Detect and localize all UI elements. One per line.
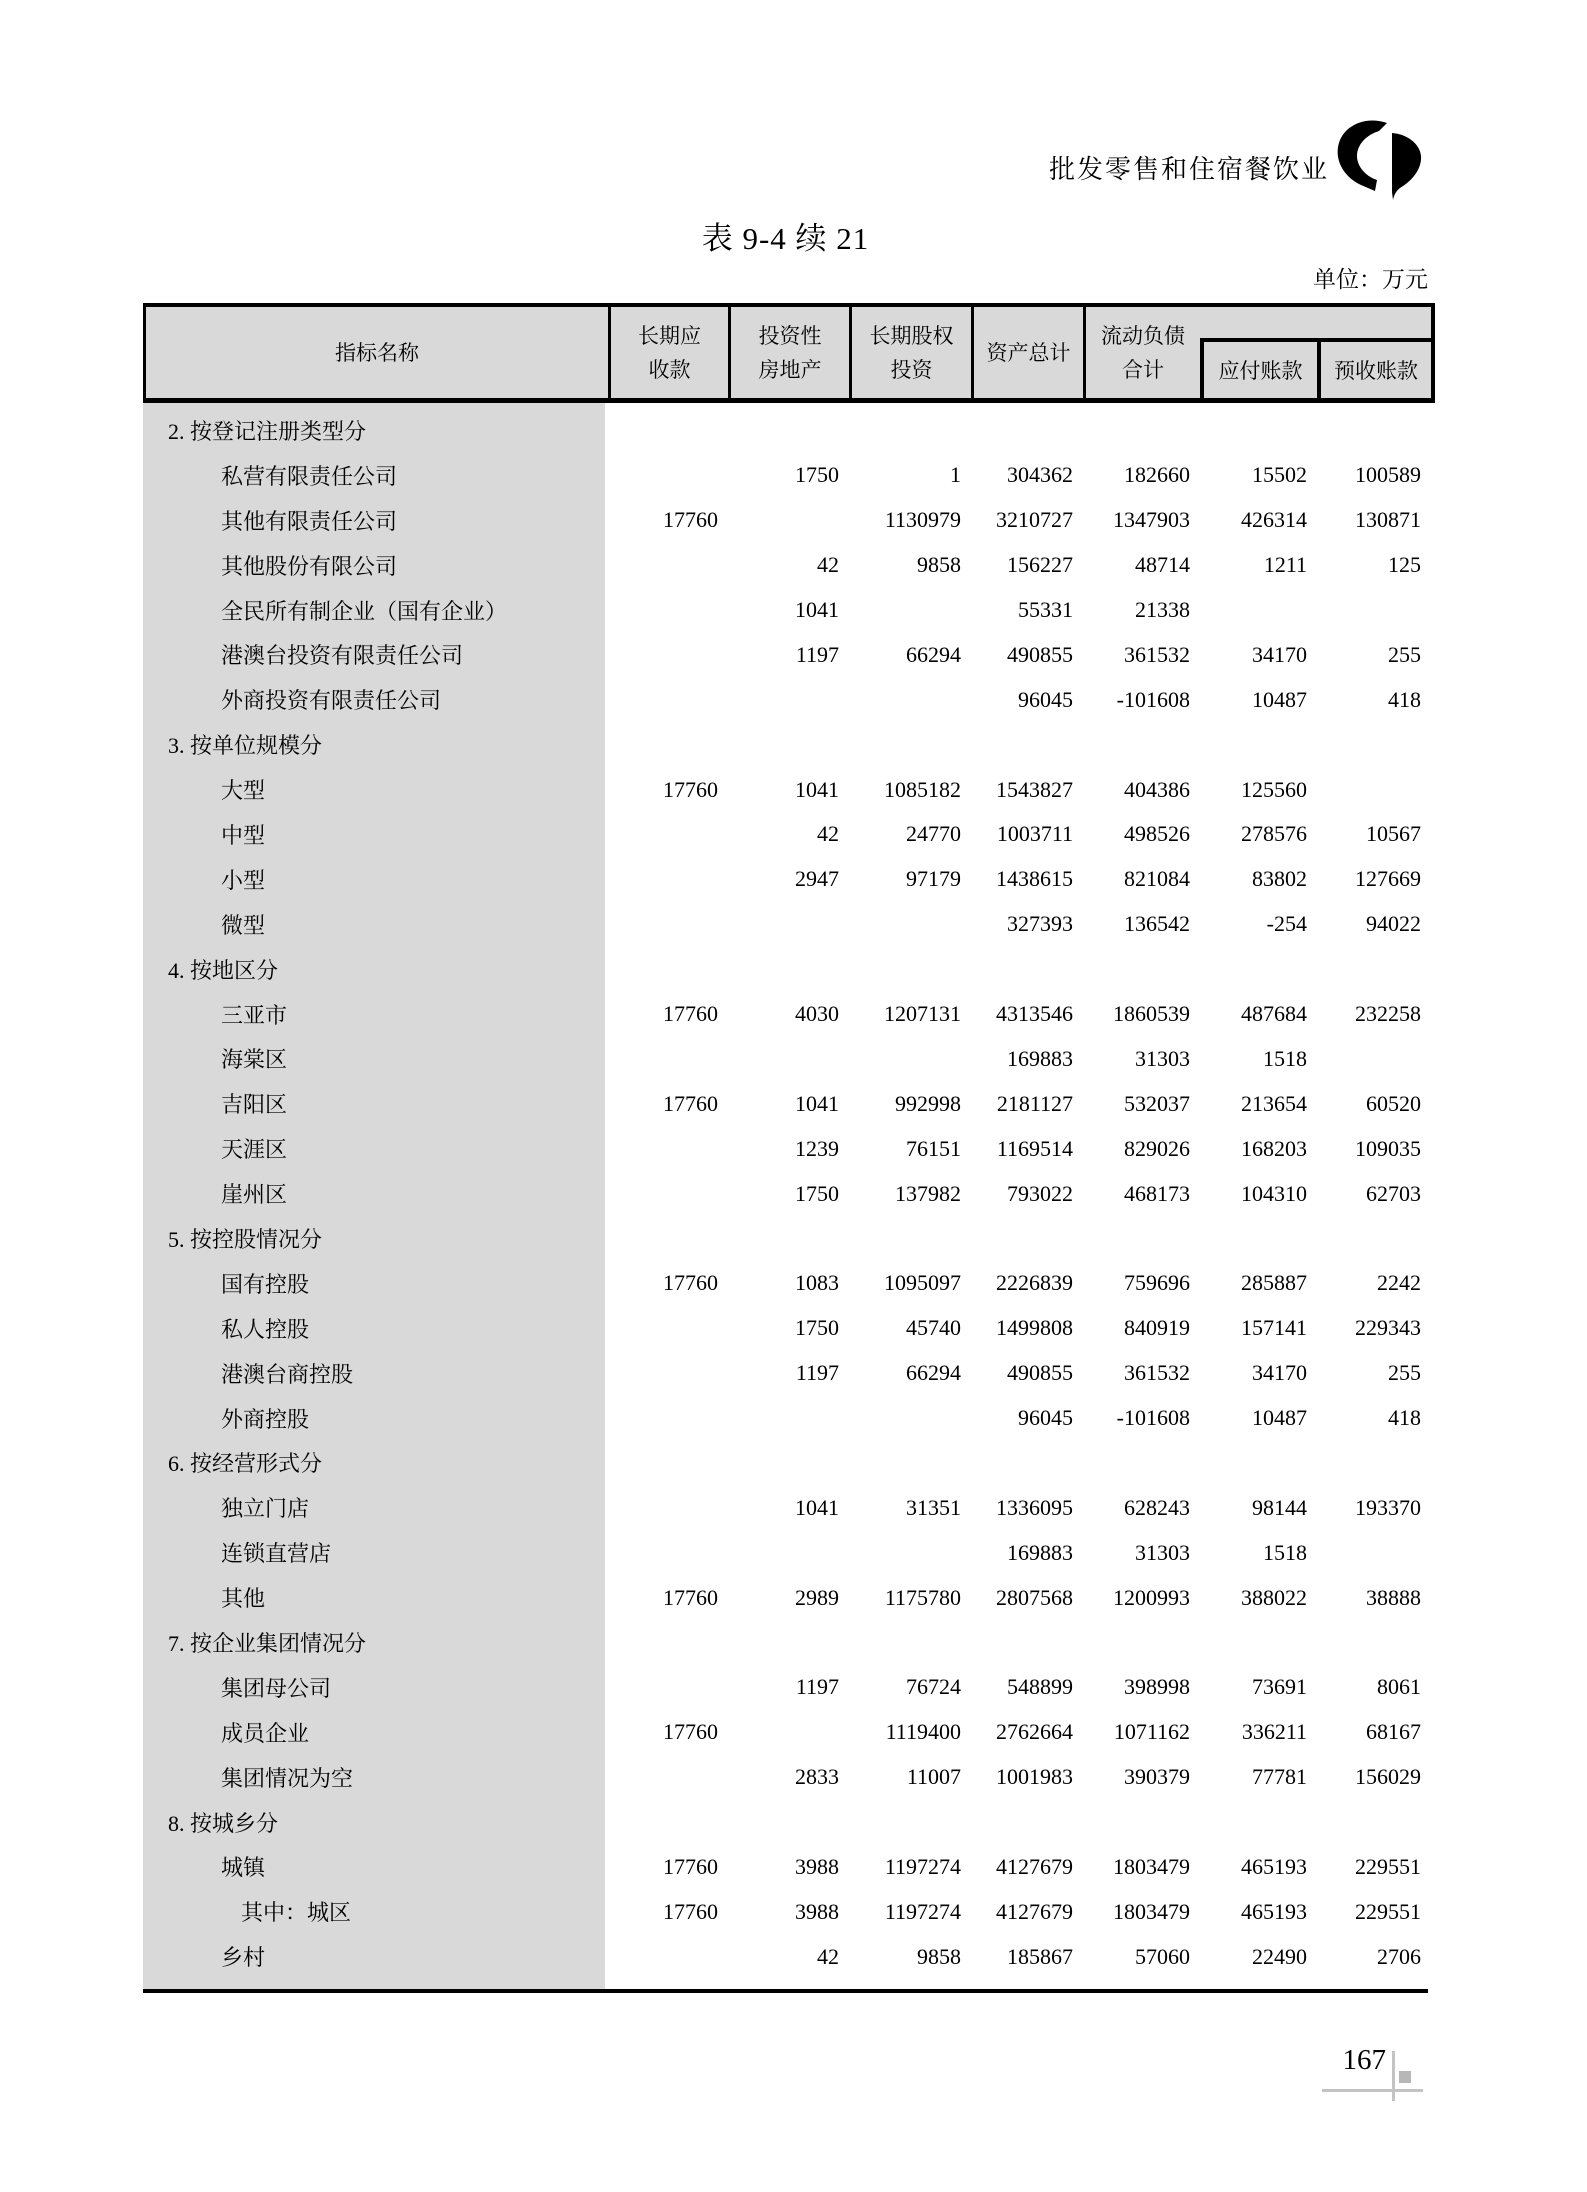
cell-total-assets: 1169514 xyxy=(996,1135,1073,1161)
cell-total-assets: 304362 xyxy=(1007,462,1073,488)
cell-total-assets: 490855 xyxy=(1007,1360,1073,1386)
cell-long-term-equity-investment: 1085182 xyxy=(884,776,961,802)
footer-rule-horizontal xyxy=(1322,2089,1423,2092)
column-header-long-term-equity-investment xyxy=(849,307,971,398)
row-label: 连锁直营店 xyxy=(221,1541,332,1567)
cell-advance-receipts: 2242 xyxy=(1377,1270,1421,1296)
row-label: 6. 按经营形式分 xyxy=(168,1451,323,1477)
cell-current-liabilities-total: 498526 xyxy=(1124,821,1190,847)
cell-long-term-equity-investment: 1197274 xyxy=(884,1853,961,1879)
cell-advance-receipts: 109035 xyxy=(1355,1135,1421,1161)
footer-square-ornament xyxy=(1399,2071,1411,2083)
row-label: 大型 xyxy=(221,778,266,804)
cell-current-liabilities-total: 1347903 xyxy=(1113,507,1190,533)
row-label: 国有控股 xyxy=(221,1271,310,1297)
cell-current-liabilities-total: 390379 xyxy=(1124,1764,1190,1790)
cell-investment-property: 1750 xyxy=(795,1180,839,1206)
cell-accounts-payable: 465193 xyxy=(1241,1898,1307,1924)
column-header-label: 投资性 xyxy=(758,323,822,348)
row-label: 其中：城区 xyxy=(241,1900,352,1926)
cell-investment-property: 1041 xyxy=(795,776,839,802)
cell-total-assets: 156227 xyxy=(1007,552,1073,578)
cell-advance-receipts: 100589 xyxy=(1355,462,1421,488)
column-header-current-liabilities-total xyxy=(1083,307,1200,398)
table-row xyxy=(143,1036,1428,1081)
cell-accounts-payable: 285887 xyxy=(1241,1270,1307,1296)
cell-investment-property: 42 xyxy=(817,552,839,578)
cell-current-liabilities-total: 532037 xyxy=(1124,1090,1190,1116)
column-header-advance-receipts xyxy=(1317,338,1431,398)
cell-total-assets: 169883 xyxy=(1007,1539,1073,1565)
table-row xyxy=(143,1171,1428,1216)
cell-long-term-equity-investment: 66294 xyxy=(906,641,961,667)
cell-current-liabilities-total: 840919 xyxy=(1124,1315,1190,1341)
cell-accounts-payable: 104310 xyxy=(1241,1180,1307,1206)
row-label: 城镇 xyxy=(221,1855,266,1881)
cell-advance-receipts: 62703 xyxy=(1366,1180,1421,1206)
cell-investment-property: 1041 xyxy=(795,1494,839,1520)
cell-total-assets: 55331 xyxy=(1018,597,1073,622)
column-header-label: 投资 xyxy=(890,357,933,382)
cell-long-term-equity-investment: 1197274 xyxy=(884,1898,961,1924)
cell-advance-receipts: 125 xyxy=(1388,552,1421,578)
column-header-long-term-receivables xyxy=(608,307,728,398)
cell-current-liabilities-total: -101608 xyxy=(1116,686,1190,712)
cell-long-term-equity-investment: 66294 xyxy=(906,1360,961,1386)
cell-current-liabilities-total: 1803479 xyxy=(1113,1853,1190,1879)
table-row xyxy=(143,1306,1428,1351)
cell-accounts-payable: 168203 xyxy=(1241,1135,1307,1161)
cell-accounts-payable: 1518 xyxy=(1263,1539,1307,1565)
cell-advance-receipts: 38888 xyxy=(1366,1584,1421,1610)
cell-advance-receipts: 229343 xyxy=(1355,1315,1421,1341)
cell-current-liabilities-total: 404386 xyxy=(1124,776,1190,802)
row-label: 私营有限责任公司 xyxy=(221,463,398,489)
cell-current-liabilities-total: 57060 xyxy=(1135,1943,1190,1969)
column-header-total-assets xyxy=(971,307,1083,398)
table-row xyxy=(143,1081,1428,1126)
table-row xyxy=(143,1755,1428,1800)
cell-long-term-receivables: 17760 xyxy=(663,1898,718,1924)
cell-total-assets: 1499808 xyxy=(996,1315,1073,1341)
cell-accounts-payable: 336211 xyxy=(1241,1719,1307,1745)
cell-long-term-receivables: 17760 xyxy=(663,1853,718,1879)
row-label: 其他股份有限公司 xyxy=(221,553,398,579)
cell-long-term-equity-investment: 992998 xyxy=(895,1090,961,1116)
cell-total-assets: 2181127 xyxy=(996,1090,1073,1116)
cell-total-assets: 2226839 xyxy=(996,1270,1073,1296)
cell-total-assets: 490855 xyxy=(1007,641,1073,667)
cell-current-liabilities-total: 361532 xyxy=(1124,1360,1190,1386)
cell-current-liabilities-total: 829026 xyxy=(1124,1135,1190,1161)
cell-investment-property: 1041 xyxy=(795,597,839,622)
row-label: 港澳台投资有限责任公司 xyxy=(221,643,464,669)
column-header-label: 收款 xyxy=(648,357,691,382)
cell-advance-receipts: 156029 xyxy=(1355,1764,1421,1790)
cell-total-assets: 548899 xyxy=(1007,1674,1073,1700)
cell-current-liabilities-total: 1200993 xyxy=(1113,1584,1190,1610)
cell-current-liabilities-total: 136542 xyxy=(1124,911,1190,937)
cell-accounts-payable: 77781 xyxy=(1252,1764,1307,1790)
cell-advance-receipts: 2706 xyxy=(1377,1943,1421,1969)
cell-investment-property: 1750 xyxy=(795,1315,839,1341)
table-row xyxy=(143,1620,1428,1665)
table-row xyxy=(143,857,1428,902)
cell-current-liabilities-total: 628243 xyxy=(1124,1494,1190,1520)
unit-label: 单位：万元 xyxy=(1313,267,1428,292)
cell-accounts-payable: 10487 xyxy=(1252,1405,1307,1431)
row-label: 8. 按城乡分 xyxy=(168,1810,279,1836)
cell-advance-receipts: 10567 xyxy=(1366,821,1421,847)
column-header-label: 长期股权 xyxy=(869,323,954,348)
statistics-table xyxy=(143,303,1428,1993)
column-header-investment-property xyxy=(728,307,849,398)
cell-advance-receipts: 130871 xyxy=(1355,507,1421,533)
row-label: 集团情况为空 xyxy=(221,1765,354,1791)
cell-total-assets: 169883 xyxy=(1007,1045,1073,1071)
cell-advance-receipts: 68167 xyxy=(1366,1719,1421,1745)
cell-advance-receipts: 127669 xyxy=(1355,866,1421,892)
cell-accounts-payable: 157141 xyxy=(1241,1315,1307,1341)
cell-current-liabilities-total: 821084 xyxy=(1124,866,1190,892)
cell-current-liabilities-total: 48714 xyxy=(1135,552,1190,578)
row-label: 私人控股 xyxy=(221,1316,310,1342)
table-row xyxy=(143,1396,1428,1441)
cell-accounts-payable: 34170 xyxy=(1252,641,1307,667)
cell-long-term-equity-investment: 137982 xyxy=(895,1180,961,1206)
cell-long-term-receivables: 17760 xyxy=(663,1270,718,1296)
cell-current-liabilities-total: 1803479 xyxy=(1113,1898,1190,1924)
table-row xyxy=(143,767,1428,812)
cell-total-assets: 96045 xyxy=(1018,1405,1073,1431)
table-row xyxy=(143,1934,1428,1979)
table-body xyxy=(143,403,1428,1993)
table-row xyxy=(143,947,1428,992)
row-label: 海棠区 xyxy=(221,1047,288,1073)
cell-accounts-payable: 426314 xyxy=(1241,507,1307,533)
table-row xyxy=(143,1845,1428,1890)
cell-accounts-payable: 83802 xyxy=(1252,866,1307,892)
cell-long-term-receivables: 17760 xyxy=(663,1001,718,1027)
column-header-indicator xyxy=(146,307,608,398)
table-row xyxy=(143,1126,1428,1171)
cell-advance-receipts: 94022 xyxy=(1366,911,1421,937)
row-label: 集团母公司 xyxy=(221,1675,332,1701)
cell-accounts-payable: 73691 xyxy=(1252,1674,1307,1700)
cell-total-assets: 1438615 xyxy=(996,866,1073,892)
cell-advance-receipts: 193370 xyxy=(1355,1494,1421,1520)
row-label: 其他有限责任公司 xyxy=(221,508,398,534)
cell-accounts-payable: 1211 xyxy=(1263,552,1307,578)
table-row xyxy=(143,1575,1428,1620)
cell-long-term-equity-investment: 76724 xyxy=(906,1674,961,1700)
cell-long-term-equity-investment: 1095097 xyxy=(884,1270,961,1296)
cell-advance-receipts: 418 xyxy=(1388,686,1421,712)
cell-long-term-equity-investment: 1119400 xyxy=(885,1719,961,1745)
cell-accounts-payable: 10487 xyxy=(1252,686,1307,712)
cell-investment-property: 1239 xyxy=(795,1135,839,1161)
row-label: 4. 按地区分 xyxy=(168,957,279,983)
cell-total-assets: 1003711 xyxy=(996,821,1073,847)
cell-total-assets: 4127679 xyxy=(996,1853,1073,1879)
cell-total-assets: 96045 xyxy=(1018,686,1073,712)
cell-total-assets: 793022 xyxy=(1007,1180,1073,1206)
cell-investment-property: 2833 xyxy=(795,1764,839,1790)
table-row xyxy=(143,1530,1428,1575)
cell-advance-receipts: 255 xyxy=(1388,641,1421,667)
cell-total-assets: 3210727 xyxy=(996,507,1073,533)
cell-current-liabilities-total: 21338 xyxy=(1135,597,1190,622)
cell-investment-property: 1197 xyxy=(795,1674,839,1700)
table-row xyxy=(143,902,1428,947)
row-label: 3. 按单位规模分 xyxy=(168,733,323,759)
row-label: 其他 xyxy=(221,1586,266,1612)
column-header-label: 预收账款 xyxy=(1334,359,1418,383)
cell-long-term-equity-investment: 76151 xyxy=(906,1135,961,1161)
cell-accounts-payable: 465193 xyxy=(1241,1853,1307,1879)
cell-advance-receipts: 255 xyxy=(1388,1360,1421,1386)
cell-investment-property: 42 xyxy=(817,1943,839,1969)
cell-long-term-receivables: 17760 xyxy=(663,1584,718,1610)
cell-advance-receipts: 229551 xyxy=(1355,1853,1421,1879)
cell-total-assets: 4127679 xyxy=(996,1898,1073,1924)
column-header-label: 资产总计 xyxy=(986,340,1071,365)
cell-total-assets: 1001983 xyxy=(996,1764,1073,1790)
cell-accounts-payable: 125560 xyxy=(1241,776,1307,802)
row-label: 崖州区 xyxy=(221,1182,288,1208)
row-label: 三亚市 xyxy=(221,1002,288,1028)
cell-investment-property: 42 xyxy=(817,821,839,847)
table-row xyxy=(143,408,1428,453)
cell-total-assets: 327393 xyxy=(1007,911,1073,937)
cell-long-term-equity-investment: 1175780 xyxy=(884,1584,961,1610)
table-row xyxy=(143,1800,1428,1845)
cell-total-assets: 4313546 xyxy=(996,1001,1073,1027)
cell-accounts-payable: 278576 xyxy=(1241,821,1307,847)
row-label: 2. 按登记注册类型分 xyxy=(168,418,367,444)
column-header-label: 房地产 xyxy=(758,357,822,382)
table-row xyxy=(143,453,1428,498)
table-row xyxy=(143,632,1428,677)
row-label: 微型 xyxy=(221,912,266,938)
cell-advance-receipts: 8061 xyxy=(1377,1674,1421,1700)
table-row xyxy=(143,722,1428,767)
table-row xyxy=(143,812,1428,857)
cell-investment-property: 1750 xyxy=(795,462,839,488)
cell-accounts-payable: 22490 xyxy=(1252,1943,1307,1969)
cell-accounts-payable: 98144 xyxy=(1252,1494,1307,1520)
table-row xyxy=(143,677,1428,722)
column-header-label: 指标名称 xyxy=(335,340,419,365)
cell-accounts-payable: 34170 xyxy=(1252,1360,1307,1386)
cell-total-assets: 2762664 xyxy=(996,1719,1073,1745)
table-row xyxy=(143,1710,1428,1755)
cell-total-assets: 2807568 xyxy=(996,1584,1073,1610)
brand-logo-icon xyxy=(1335,117,1425,205)
table-row xyxy=(143,1440,1428,1485)
column-header-label: 合计 xyxy=(1122,357,1164,382)
row-label: 港澳台商控股 xyxy=(221,1361,354,1387)
cell-total-assets: 185867 xyxy=(1007,1943,1073,1969)
table-row xyxy=(143,1889,1428,1934)
table-row xyxy=(143,588,1428,633)
cell-long-term-receivables: 17760 xyxy=(663,507,718,533)
cell-total-assets: 1336095 xyxy=(996,1494,1073,1520)
cell-long-term-equity-investment: 9858 xyxy=(917,552,961,578)
cell-investment-property: 2989 xyxy=(795,1584,839,1610)
page-number: 167 xyxy=(1342,2044,1386,2076)
cell-long-term-equity-investment: 97179 xyxy=(906,866,961,892)
row-label: 成员企业 xyxy=(221,1720,310,1746)
page-title: 表 9-4 续 21 xyxy=(701,221,870,256)
row-label: 天涯区 xyxy=(221,1137,288,1163)
cell-investment-property: 3988 xyxy=(795,1898,839,1924)
row-label: 5. 按控股情况分 xyxy=(168,1226,323,1252)
cell-current-liabilities-total: 759696 xyxy=(1124,1270,1190,1296)
cell-long-term-receivables: 17760 xyxy=(663,776,718,802)
cell-advance-receipts: 229551 xyxy=(1355,1898,1421,1924)
cell-current-liabilities-total: 31303 xyxy=(1135,1539,1190,1565)
row-label: 全民所有制企业（国有企业） xyxy=(221,598,508,624)
row-label: 外商投资有限责任公司 xyxy=(221,688,442,714)
row-label: 中型 xyxy=(221,822,266,848)
row-label: 7. 按企业集团情况分 xyxy=(168,1630,367,1656)
cell-current-liabilities-total: -101608 xyxy=(1116,1405,1190,1431)
cell-accounts-payable: 213654 xyxy=(1241,1090,1307,1116)
column-header-label: 长期应 xyxy=(638,323,701,348)
cell-current-liabilities-total: 31303 xyxy=(1135,1045,1190,1071)
row-label: 独立门店 xyxy=(221,1496,310,1522)
cell-long-term-equity-investment: 45740 xyxy=(906,1315,961,1341)
cell-long-term-equity-investment: 1130979 xyxy=(884,507,961,533)
cell-investment-property: 1041 xyxy=(795,1090,839,1116)
column-header-accounts-payable xyxy=(1200,338,1317,398)
cell-current-liabilities-total: 182660 xyxy=(1124,462,1190,488)
cell-investment-property: 2947 xyxy=(795,866,839,892)
cell-long-term-equity-investment: 11007 xyxy=(906,1764,961,1790)
cell-advance-receipts: 60520 xyxy=(1366,1090,1421,1116)
column-header-label: 应付账款 xyxy=(1218,359,1303,383)
table-row xyxy=(143,1216,1428,1261)
cell-total-assets: 1543827 xyxy=(996,776,1073,802)
table-row xyxy=(143,498,1428,543)
column-header-label: 流动负债 xyxy=(1101,323,1185,348)
footer-rule-vertical xyxy=(1392,2051,1395,2101)
cell-accounts-payable: 15502 xyxy=(1252,462,1307,488)
cell-advance-receipts: 418 xyxy=(1388,1405,1421,1431)
table-row xyxy=(143,543,1428,588)
cell-current-liabilities-total: 1860539 xyxy=(1113,1001,1190,1027)
cell-investment-property: 3988 xyxy=(795,1853,839,1879)
cell-investment-property: 4030 xyxy=(795,1001,839,1027)
table-row xyxy=(143,1665,1428,1710)
cell-investment-property: 1197 xyxy=(795,641,839,667)
cell-current-liabilities-total: 1071162 xyxy=(1113,1719,1190,1745)
chapter-title: 批发零售和住宿餐饮业 xyxy=(1049,155,1330,184)
cell-investment-property: 1083 xyxy=(795,1270,839,1296)
cell-investment-property: 1197 xyxy=(795,1360,839,1386)
cell-long-term-equity-investment: 31351 xyxy=(906,1494,961,1520)
cell-current-liabilities-total: 398998 xyxy=(1124,1674,1190,1700)
table-row xyxy=(143,1261,1428,1306)
row-label: 外商控股 xyxy=(221,1406,310,1432)
cell-long-term-equity-investment: 24770 xyxy=(906,821,961,847)
cell-long-term-equity-investment: 9858 xyxy=(917,1943,961,1969)
cell-current-liabilities-total: 468173 xyxy=(1124,1180,1190,1206)
row-label: 小型 xyxy=(221,867,266,893)
table-row xyxy=(143,1485,1428,1530)
row-label: 乡村 xyxy=(221,1945,266,1971)
cell-long-term-receivables: 17760 xyxy=(663,1719,718,1745)
row-label: 吉阳区 xyxy=(221,1092,288,1118)
cell-accounts-payable: 487684 xyxy=(1241,1001,1307,1027)
cell-accounts-payable: 1518 xyxy=(1263,1045,1307,1071)
table-row xyxy=(143,992,1428,1037)
cell-long-term-receivables: 17760 xyxy=(663,1090,718,1116)
cell-long-term-equity-investment: 1 xyxy=(950,462,961,488)
cell-current-liabilities-total: 361532 xyxy=(1124,641,1190,667)
cell-accounts-payable: -254 xyxy=(1266,911,1307,937)
table-row xyxy=(143,1351,1428,1396)
cell-long-term-equity-investment: 1207131 xyxy=(884,1001,961,1027)
table-header xyxy=(143,303,1435,403)
cell-advance-receipts: 232258 xyxy=(1355,1001,1421,1027)
cell-accounts-payable: 388022 xyxy=(1241,1584,1307,1610)
